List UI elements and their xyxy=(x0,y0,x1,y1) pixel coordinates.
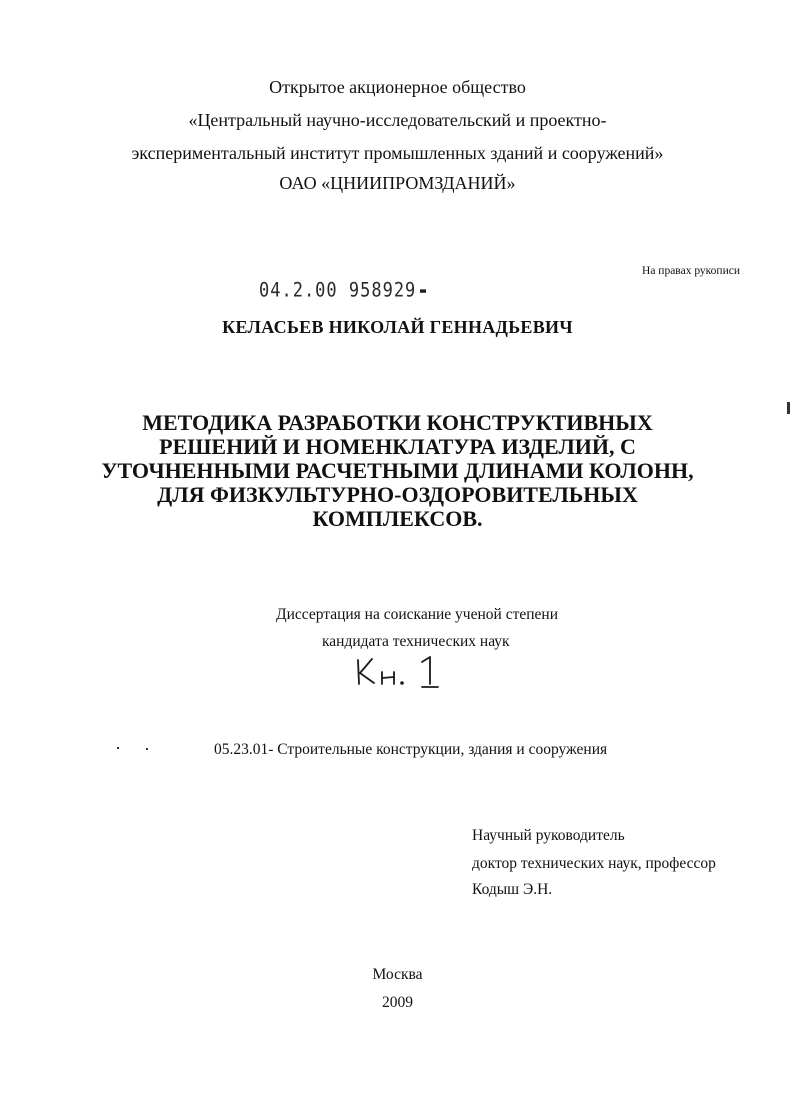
supervisor-name: Кодыш Э.Н. xyxy=(472,881,553,898)
organization-abbreviation: ОАО «ЦНИИПРОМЗДАНИЙ» xyxy=(279,173,516,193)
handwritten-volume-note xyxy=(354,654,454,692)
academic-degree: кандидата технических наук xyxy=(322,633,510,650)
specialty-code: 05.23.01- Строительные конструкции, здания и сооружения xyxy=(214,741,608,758)
scan-speck xyxy=(117,747,119,749)
registration-stamp xyxy=(259,279,426,302)
title-line: КОМПЛЕКСОВ. xyxy=(312,506,483,531)
title-line: МЕТОДИКА РАЗРАБОТКИ КОНСТРУКТИВНЫХ xyxy=(142,410,653,435)
supervisor-degree: доктор технических наук, профессор xyxy=(472,855,716,872)
author-name: КЕЛАСЬЕВ НИКОЛАЙ ГЕННАДЬЕВИЧ xyxy=(222,317,573,337)
city: Москва xyxy=(372,966,423,983)
dissertation-purpose: Диссертация на соискание ученой степени xyxy=(276,606,558,623)
organization-name-line-2: экспериментальный институт промышленных зданий и сооружений» xyxy=(131,143,664,163)
organization-type: Открытое акционерное общество xyxy=(269,77,526,97)
title-line: УТОЧНЕННЫМИ РАСЧЕТНЫМИ ДЛИНАМИ КОЛОНН, xyxy=(101,458,694,483)
organization-name-line-1: «Центральный научно-исследовательский и проектно- xyxy=(188,110,607,130)
dissertation-title xyxy=(60,411,735,531)
supervisor-role: Научный руководитель xyxy=(472,827,625,844)
scan-speck xyxy=(146,748,148,750)
title-line: ДЛЯ ФИЗКУЛЬТУРНО-ОЗДОРОВИТЕЛЬНЫХ xyxy=(157,482,638,507)
scan-speck xyxy=(787,402,790,414)
title-line: РЕШЕНИЙ И НОМЕНКЛАТУРА ИЗДЕЛИЙ, С xyxy=(159,434,636,459)
stamp-mark xyxy=(420,289,426,292)
manuscript-rights-note: На правах рукописи xyxy=(642,265,740,277)
year: 2009 xyxy=(382,994,413,1011)
registration-number: 04.2.00 958929 xyxy=(259,279,417,302)
